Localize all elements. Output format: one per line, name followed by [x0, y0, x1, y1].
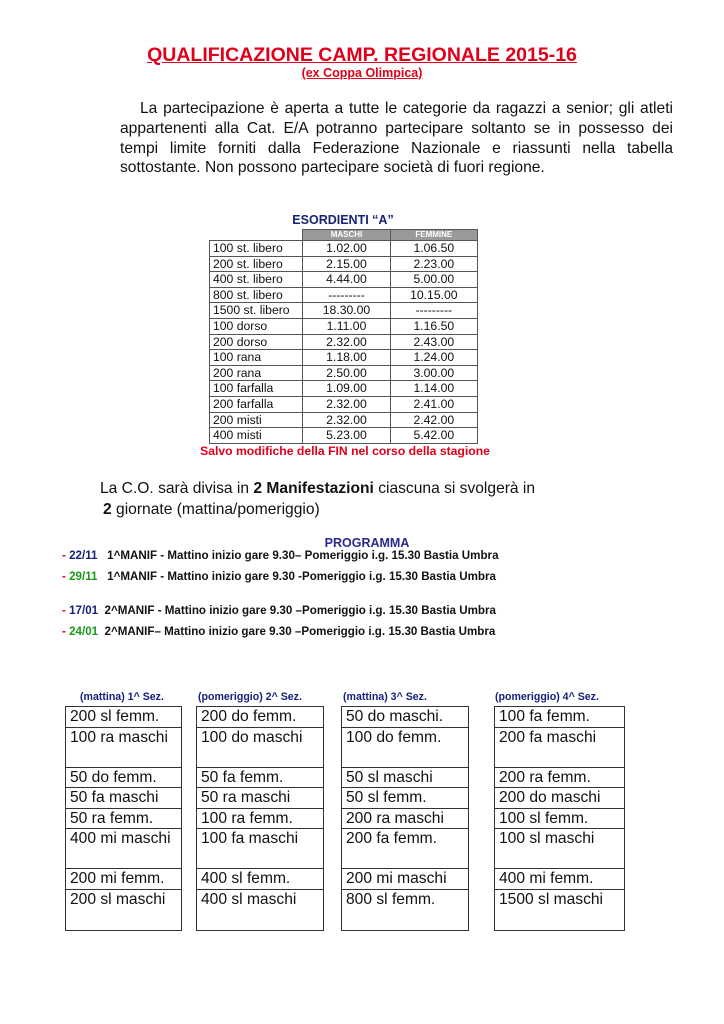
list-item: 50 do femm. — [66, 768, 181, 789]
list-item: 100 ra femm. — [197, 809, 323, 830]
table-row — [210, 256, 478, 272]
list-item: 50 fa femm. — [197, 768, 323, 789]
femmine-time-cell: --------- — [390, 303, 477, 319]
table-row — [210, 334, 478, 350]
maschi-time-cell: 2.15.00 — [303, 256, 390, 272]
list-item: 200 do maschi — [495, 788, 624, 809]
section-column-2 — [196, 706, 324, 931]
table-row — [210, 241, 478, 257]
event-cell: 100 rana — [210, 350, 303, 366]
event-cell: 200 dorso — [210, 334, 303, 350]
maschi-time-cell: 1.02.00 — [303, 241, 390, 257]
event-cell: 100 farfalla — [210, 381, 303, 397]
section-column-4 — [494, 706, 625, 931]
programma-text: 1^MANIF - Mattino inizio gare 9.30– Pomeriggio i.g. 15.30 Bastia Umbra — [97, 549, 499, 562]
programma-text: 2^MANIF– Mattino inizio gare 9.30 –Pomeriggio i.g. 15.30 Bastia Umbra — [98, 625, 496, 638]
event-cell: 100 st. libero — [210, 241, 303, 257]
section-column-3 — [341, 706, 469, 931]
co-line-1 — [100, 478, 660, 499]
intro-paragraph: La partecipazione è aperta a tutte le categorie da ragazzi a senior; gli atleti appartenenti alla Cat. E/A potranno partecipare soltanto se in possesso dei tempi limite forniti dalla Federazione Nazionale e riassunti nella tabella sottostante. Non possono partecipare società di fuori regione. — [120, 100, 673, 177]
list-item: 200 sl maschi — [70, 890, 166, 908]
programma-item — [62, 604, 496, 617]
event-cell: 200 rana — [210, 365, 303, 381]
list-item: 100 ra maschi — [66, 728, 181, 768]
list-item: 200 mi maschi — [342, 869, 468, 890]
list-item: 400 sl femm. — [197, 869, 323, 890]
co-line-1-bold: 2 Manifestazioni — [253, 480, 374, 497]
programma-dash: - — [62, 625, 70, 638]
femmine-time-cell: 2.23.00 — [390, 256, 477, 272]
list-item: 50 ra femm. — [66, 809, 181, 830]
programma-text: 2^MANIF - Mattino inizio gare 9.30 –Pomeriggio i.g. 15.30 Bastia Umbra — [98, 604, 496, 617]
co-description — [100, 478, 660, 520]
list-item: 200 fa femm. — [342, 829, 468, 869]
maschi-time-cell: 1.09.00 — [303, 381, 390, 397]
maschi-time-cell: 2.32.00 — [303, 412, 390, 428]
fin-note: Salvo modifiche della FIN nel corso della stagione — [200, 444, 490, 458]
list-item: 200 mi femm. — [66, 869, 181, 890]
event-cell: 200 farfalla — [210, 396, 303, 412]
table-row — [210, 287, 478, 303]
programma-text: 1^MANIF - Mattino inizio gare 9.30 -Pomeriggio i.g. 15.30 Bastia Umbra — [97, 570, 496, 583]
esordienti-times-table — [209, 229, 478, 444]
co-line-2 — [100, 499, 660, 520]
document-subtitle: (ex Coppa Olimpica) — [301, 66, 423, 80]
list-item: 400 mi femm. — [495, 869, 624, 890]
maschi-time-cell: 2.32.00 — [303, 334, 390, 350]
femmine-time-cell: 1.06.50 — [390, 241, 477, 257]
table-header-row — [210, 230, 478, 241]
table-row — [210, 365, 478, 381]
list-item: 400 sl maschi — [201, 890, 297, 908]
table-row — [210, 396, 478, 412]
event-cell: 200 st. libero — [210, 256, 303, 272]
esordienti-title: ESORDIENTI “A” — [292, 213, 394, 227]
table-row — [210, 303, 478, 319]
table-row — [210, 428, 478, 444]
programma-item — [62, 625, 495, 638]
event-cell: 100 dorso — [210, 318, 303, 334]
maschi-time-cell: 2.50.00 — [303, 365, 390, 381]
list-item: 1500 sl maschi — [499, 890, 604, 908]
list-item: 50 do maschi. — [342, 707, 468, 728]
femmine-time-cell: 5.42.00 — [390, 428, 477, 444]
programma-date: 29/11 — [69, 570, 98, 583]
femmine-time-cell: 10.15.00 — [390, 287, 477, 303]
programma-dash: - — [62, 604, 70, 617]
list-item: 200 ra femm. — [495, 768, 624, 789]
femmine-time-cell: 1.16.50 — [390, 318, 477, 334]
femmine-time-cell: 3.00.00 — [390, 365, 477, 381]
table-body — [210, 241, 478, 444]
header-maschi: MASCHI — [303, 230, 390, 241]
section-heading-2: (pomeriggio) 2^ Sez. — [198, 691, 302, 703]
programma-item — [62, 570, 496, 583]
co-line-1-post: ciascuna si svolgerà in — [373, 480, 536, 497]
event-cell: 400 st. libero — [210, 272, 303, 288]
list-item: 200 ra maschi — [342, 809, 468, 830]
co-line-1-pre: La C.O. sarà divisa in — [100, 480, 254, 497]
maschi-time-cell: 2.32.00 — [303, 396, 390, 412]
femmine-time-cell: 2.41.00 — [390, 396, 477, 412]
table-row — [210, 412, 478, 428]
table-row — [210, 350, 478, 366]
list-item: 100 do maschi — [197, 728, 323, 768]
maschi-time-cell: 1.11.00 — [303, 318, 390, 334]
list-item: 100 fa femm. — [495, 707, 624, 728]
co-line-2-bold: 2 — [103, 501, 112, 518]
femmine-time-cell: 1.14.00 — [390, 381, 477, 397]
list-item: 50 sl maschi — [342, 768, 468, 789]
maschi-time-cell: --------- — [303, 287, 390, 303]
event-cell: 1500 st. libero — [210, 303, 303, 319]
list-item: 200 fa maschi — [495, 728, 624, 768]
femmine-time-cell: 2.43.00 — [390, 334, 477, 350]
list-item: 50 sl femm. — [342, 788, 468, 809]
list-item: 50 ra maschi — [197, 788, 323, 809]
programma-date: 24/01 — [69, 625, 99, 638]
document-title: QUALIFICAZIONE CAMP. REGIONALE 2015-16 — [147, 44, 577, 66]
programma-date: 17/01 — [69, 604, 99, 617]
programma-dash: - — [62, 570, 70, 583]
table-row — [210, 272, 478, 288]
table-row — [210, 381, 478, 397]
table-header-blank — [210, 230, 303, 241]
femmine-time-cell: 1.24.00 — [390, 350, 477, 366]
maschi-time-cell: 4.44.00 — [303, 272, 390, 288]
list-item: 100 sl femm. — [495, 809, 624, 830]
femmine-time-cell: 5.00.00 — [390, 272, 477, 288]
list-item: 200 sl femm. — [66, 707, 181, 728]
programma-date: 22/11 — [69, 549, 98, 562]
femmine-time-cell: 2.42.00 — [390, 412, 477, 428]
table-row — [210, 318, 478, 334]
section-column-1 — [65, 706, 182, 931]
programma-dash: - — [62, 549, 70, 562]
list-item: 100 fa maschi — [197, 829, 323, 869]
programma-item — [62, 549, 499, 562]
list-item: 200 do femm. — [197, 707, 323, 728]
header-femmine: FEMMINE — [390, 230, 477, 241]
maschi-time-cell: 5.23.00 — [303, 428, 390, 444]
list-item: 100 sl maschi — [495, 829, 624, 869]
event-cell: 400 misti — [210, 428, 303, 444]
co-line-2-post: giornate (mattina/pomeriggio) — [111, 501, 320, 518]
event-cell: 800 st. libero — [210, 287, 303, 303]
section-heading-1: (mattina) 1^ Sez. — [80, 691, 164, 703]
programma-title: PROGRAMMA — [324, 536, 410, 550]
list-item: 400 mi maschi — [66, 829, 181, 869]
event-cell: 200 misti — [210, 412, 303, 428]
maschi-time-cell: 1.18.00 — [303, 350, 390, 366]
list-item: 800 sl femm. — [346, 890, 436, 908]
section-heading-4: (pomeriggio) 4^ Sez. — [495, 691, 599, 703]
list-item: 100 do femm. — [342, 728, 468, 768]
section-heading-3: (mattina) 3^ Sez. — [343, 691, 427, 703]
maschi-time-cell: 18.30.00 — [303, 303, 390, 319]
list-item: 50 fa maschi — [66, 788, 181, 809]
